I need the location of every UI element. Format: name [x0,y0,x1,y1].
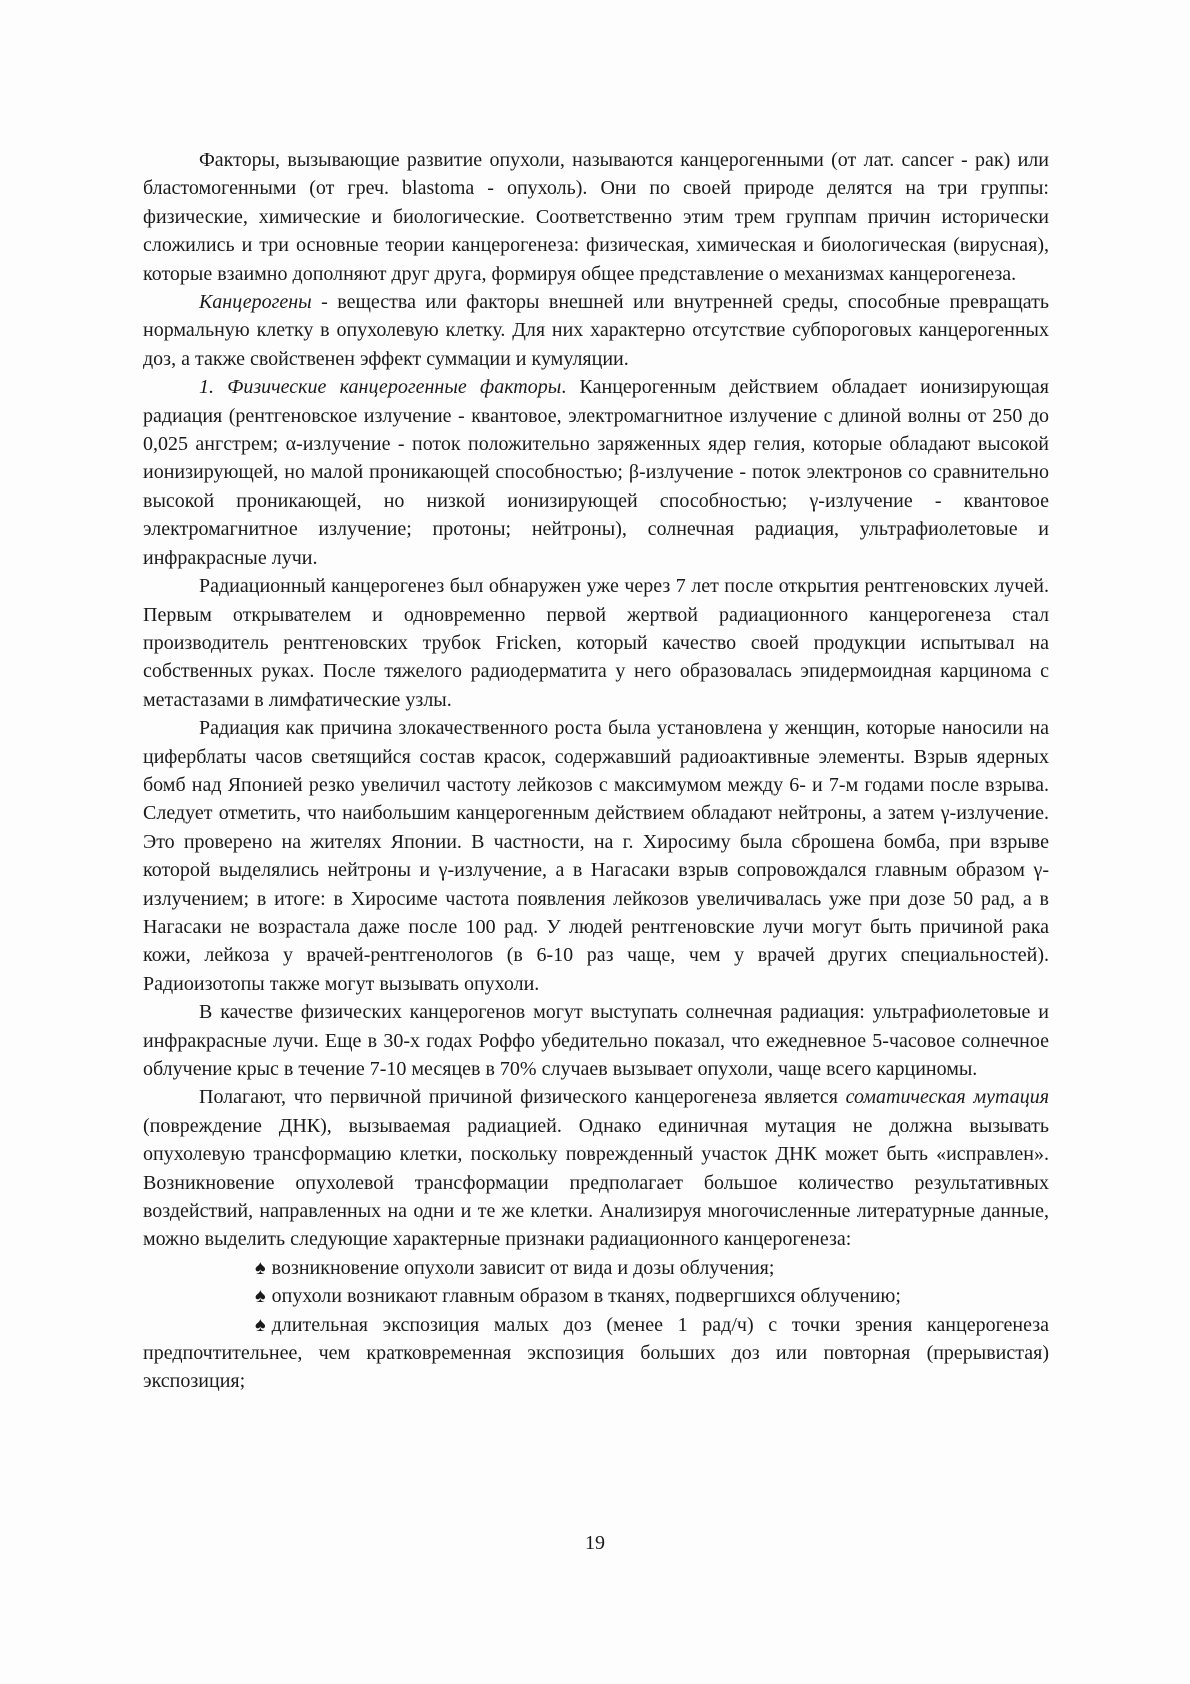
paragraph [143,714,1049,998]
paragraph-text: - вещества или факторы внешней или внутренней среды, способные превращать нормальную клетку в опухолевую клетку. Для них характерно отсутствие субпороговых канцерогенных доз, а также свойственен эффект суммации и кумуляции. [143,291,1049,370]
paragraph [143,373,1049,572]
page-number: 19 [585,1532,605,1554]
italic-term: Канцерогены [199,291,312,314]
paragraph [143,1083,1049,1253]
paragraph-text: Радиация как причина злокачественного роста была установлена у женщин, которые наносили на циферблаты часов светящийся состав красок, содержавший радиоактивные элементы. Взрыв ядерных бомб над Японией резко увеличил частоту лейкозов с максимумом между 6- и 7-м годами после взрыва. Следует отметить, что наибольшим канцерогенным действием обладают нейтроны, а затем γ-излучение. Это проверено на жителях Японии. В частности, на г. Хиросиму была сброшена бомба, при взрыве которой выделялись нейтроны и γ-излучение, а в Нагасаки взрыв сопровождался главным образом γ-излучением; в итоге: в Хиросиме частота появления лейкозов увеличивалась уже при дозе 50 рад, а в Нагасаки не возрастала даже после 100 рад. У людей рентгеновские лучи могут быть причиной рака кожи, лейкоза у врачей-рентгенологов (в 6-10 раз чаще, чем у врачей других специальностей). Радиоизотопы также могут вызывать опухоли. [143,717,1049,995]
paragraph [143,288,1049,373]
paragraph [143,572,1049,714]
paragraph-text: (повреждение ДНК), вызываемая радиацией. Однако единичная мутация не должна вызывать опухолевую трансформацию клетки, поскольку поврежденный участок ДНК может быть «исправлен». Возникновение опухолевой трансформации предполагает большое количество результативных воздействий, направленных на одни и те же клетки. Анализируя многочисленные литературные данные, можно выделить следующие характерные признаки радиационного канцерогенеза: [143,1114,1049,1251]
bullet-item [143,1254,1049,1282]
bullet-text: возникновение опухоли зависит от вида и дозы облучения; [271,1256,775,1279]
italic-term: соматическая мутация [845,1086,1049,1109]
paragraph-text: . Канцерогенным действием обладает ионизирующая радиация (рентгеновское излучение - квантовое, электромагнитное излучение с длиной волны от 250 до 0,025 ангстрем; α-излучение - поток положительно заряженных ядер гелия, которые обладают высокой ионизирующей, но малой проникающей способностью; β-излучение - поток электронов со сравнительно высокой проникающей, но низкой ионизирующей способностью; γ-излучение - квантовое электромагнитное излучение; протоны; нейтроны), солнечная радиация, ультрафиолетовые и инфракрасные лучи. [143,376,1049,569]
bullet-item [143,1311,1049,1396]
bullet-item [143,1282,1049,1310]
bullet-text: длительная экспозиция малых доз (менее 1 рад/ч) с точки зрения канцерогенеза предпочтительнее, чем кратковременная экспозиция больших доз или повторная (прерывистая) экспозиция; [143,1313,1049,1393]
spade-bullet-icon: ♠ [255,1313,266,1336]
paragraph-text: В качестве физических канцерогенов могут выступать солнечная радиация: ультрафиолетовые и инфракрасные лучи. Еще в 30-х годах Роффо убедительно показал, что ежедневное 5-часовое солнечное облучение крыс в течение 7-10 месяцев в 70% случаев вызывает опухоли, чаще всего карциномы. [143,1001,1049,1080]
spade-bullet-icon: ♠ [255,1285,266,1308]
body-text [143,146,1049,1396]
paragraph [143,146,1049,288]
paragraph-text: Факторы, вызывающие развитие опухоли, называются канцерогенными (от лат. cancer - рак) или бластомогенными (от греч. blastoma - опухоль). Они по своей природе делятся на три группы: физические, химические и биологические. Соответственно этим трем группам причин исторически сложились и три основные теории канцерогенеза: физическая, химическая и биологическая (вирусная), которые взаимно дополняют друг друга, формируя общее представление о механизмах канцерогенеза. [143,149,1049,285]
bullet-text: опухоли возникают главным образом в тканях, подвергшихся облучению; [271,1285,901,1308]
italic-term: 1. Физические канцерогенные факторы [199,376,562,399]
paragraph [143,998,1049,1083]
paragraph-text: Полагают, что первичной причиной физического канцерогенеза является [199,1086,846,1109]
spade-bullet-icon: ♠ [255,1256,266,1279]
paragraph-text: Радиационный канцерогенез был обнаружен уже через 7 лет после открытия рентгеновских лучей. Первым открывателем и одновременно первой жертвой радиационного канцерогенеза стал производитель рентгеновских трубок Fricken, который качество своей продукции испытывал на собственных руках. После тяжелого радиодерматита у него образовалась эпидермоидная карцинома с метастазами в лимфатические узлы. [143,575,1049,711]
